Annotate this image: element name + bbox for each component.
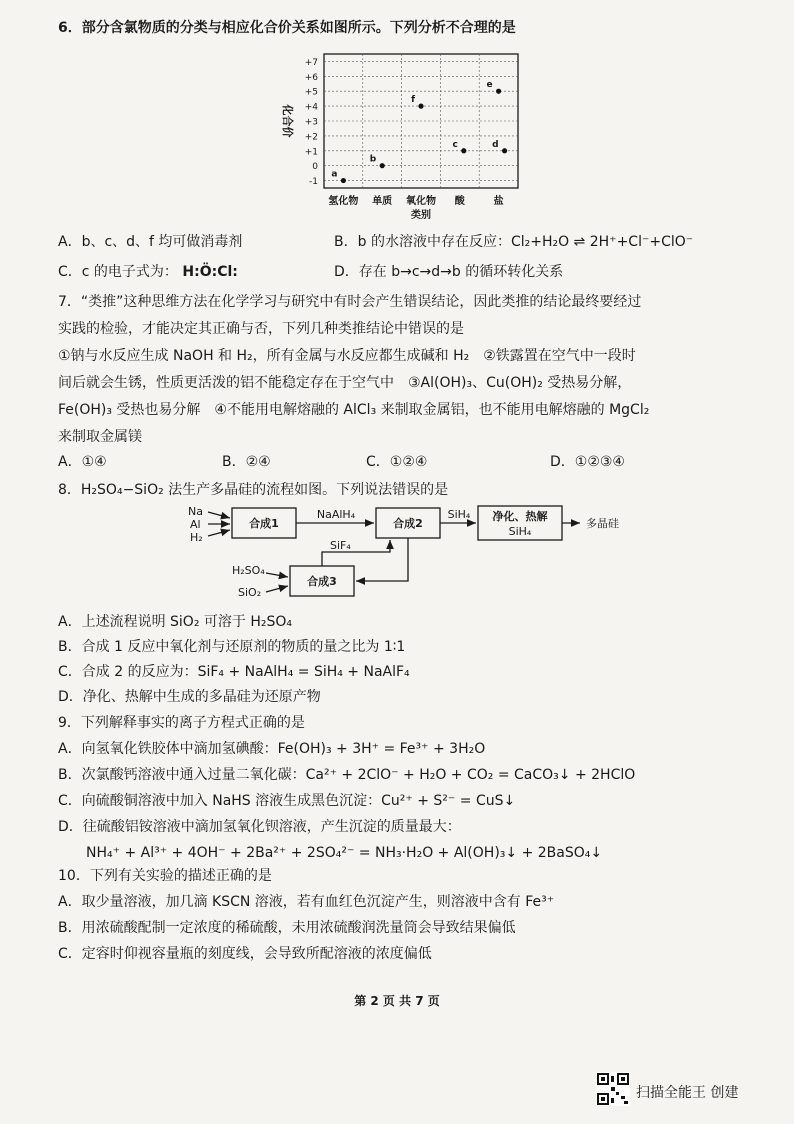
chart-y-tick-label: +7 [304,57,318,68]
q7-option-a: A．①④ [58,454,107,470]
flow-box-synthesis-3-label: 合成3 [307,575,337,588]
q6-option-c-formula: H:Ö:Cl: [182,264,238,280]
q9-option-d-equation: NH₄⁺ + Al³⁺ + 4OH⁻ + 2Ba²⁺ + 2SO₄²⁻ = NH₃·H₂O + Al(OH)₃↓ + 2BaSO₄↓ [86,845,603,861]
chart-category-label: 氢化物 [328,196,359,207]
chart-category-label: 单质 [372,196,393,207]
q9-option-d: D．往硫酸铝铵溶液中滴加氢氧化钡溶液，产生沉淀的质量最大： [58,819,461,835]
chart-point-b [380,163,385,168]
q6-option-c-text: C．c 的电子式为： [58,264,178,280]
chart-x-axis-label: 类别 [411,210,431,221]
q9-option-b: B．次氯酸钙溶液中通入过量二氧化碳：Ca²⁺ + 2ClO⁻ + H₂O + CO₂ = CaCO₃↓ + 2HClO [58,767,636,783]
chart-point-d [502,148,507,153]
chart-point-a [341,178,346,183]
chart-y-tick-label: +4 [304,102,318,113]
chart-y-tick-label: +2 [304,132,318,143]
chart-y-tick-label: +5 [304,87,318,98]
flow-product: 多晶硅 [586,517,619,530]
chart-category-label: 盐 [493,196,504,207]
scanner-watermark: 扫描全能王 创建 [636,1085,739,1101]
chart-point-label-b: b [369,154,377,165]
q7-option-d: D．①②③④ [550,454,625,470]
q7-option-c: C．①②④ [366,454,428,470]
chart-point-label-f: f [411,95,415,106]
flow-input-sio2: SiO₂ [238,586,262,599]
chart-point-label-d: d [492,139,499,150]
flow-box-synthesis-1-label: 合成1 [249,517,279,530]
chart-category-label: 酸 [454,196,465,207]
chart-y-tick-label: -1 [309,177,318,188]
flow-input-na: Na [188,505,203,518]
q6-option-c [58,262,238,282]
q7-line-6: 来制取金属镁 [58,429,142,445]
q10-stem: 10．下列有关实验的描述正确的是 [58,868,272,884]
flow-box-purify-label-1: 净化、热解 [492,510,548,523]
q9-stem: 9．下列解释事实的离子方程式正确的是 [58,715,305,731]
chart-y-tick-label: +1 [304,147,318,158]
chart-point-label-e: e [486,80,493,91]
q7-line-1: 7．“类推”这种思维方法在化学学习与研究中有时会产生错误结论，因此类推的结论最终要经过 [58,294,642,310]
qr-code-icon [596,1072,630,1106]
chart-y-axis-label: 化合价 [281,104,294,138]
q7-line-2: 实践的检验，才能决定其正确与否，下列几种类推结论中错误的是 [58,321,464,337]
q6-stem: 6．部分含氯物质的分类与相应化合价关系如图所示。下列分析不合理的是 [58,20,516,36]
flow-input-al: Al [190,518,201,531]
q7-line-4: 间后就会生锈，性质更活泼的铝不能稳定存在于空气中 ③Al(OH)₃、Cu(OH)₂ 受热易分解， [58,375,632,391]
flow-label-sif4: SiF₄ [330,539,351,552]
q7-line-5: Fe(OH)₃ 受热也易分解 ④不能用电解熔融的 AlCl₃ 来制取金属铝，也不能用电解熔融的 MgCl₂ [58,402,650,418]
chart-y-tick-label: +3 [304,117,318,128]
q10-option-c: C．定容时仰视容量瓶的刻度线，会导致所配溶液的浓度偏低 [58,946,432,962]
chart-category-label: 氧化物 [406,196,436,207]
q8-option-d: D．净化、热解中生成的多晶硅为还原产物 [58,689,321,705]
chart-point-e [496,89,501,94]
polysilicon-flow-diagram [184,502,624,606]
q6-option-a: A．b、c、d、f 均可做消毒剂 [58,234,243,250]
flow-label-sih4: SiH₄ [447,508,471,521]
q7-option-b: B．②④ [222,454,271,470]
flow-box-synthesis-2-label: 合成2 [393,517,423,530]
valence-category-chart [268,46,530,226]
chart-y-tick-label: +6 [304,72,318,83]
q6-option-d: D．存在 b→c→d→b 的循环转化关系 [334,264,564,280]
chart-point-label-a: a [331,169,338,180]
q10-option-a: A．取少量溶液，加几滴 KSCN 溶液，若有血红色沉淀产生，则溶液中含有 Fe³⁺ [58,894,555,910]
q9-option-c: C．向硫酸铜溶液中加入 NaHS 溶液生成黑色沉淀：Cu²⁺ + S²⁻ = CuS↓ [58,793,516,809]
q10-option-b: B．用浓硫酸配制一定浓度的稀硫酸，未用浓硫酸润洗量筒会导致结果偏低 [58,920,516,936]
q8-option-a: A．上述流程说明 SiO₂ 可溶于 H₂SO₄ [58,614,292,630]
chart-point-label-c: c [452,139,458,150]
chart-point-f [418,104,423,109]
flow-label-naalh4: NaAlH₄ [316,508,356,521]
q6-option-b: B．b 的水溶液中存在反应：Cl₂+H₂O ⇌ 2H⁺+Cl⁻+ClO⁻ [334,234,694,250]
chart-y-tick-label: 0 [312,162,318,173]
q9-option-a: A．向氢氧化铁胶体中滴加氢碘酸：Fe(OH)₃ + 3H⁺ = Fe³⁺ + 3H₂O [58,741,486,757]
q7-line-3: ①钠与水反应生成 NaOH 和 H₂，所有金属与水反应都生成碱和 H₂ ②铁露置在空气中一段时 [58,348,636,364]
q8-stem: 8．H₂SO₄−SiO₂ 法生产多晶硅的流程如图。下列说法错误的是 [58,482,449,498]
flow-input-h2so4: H₂SO₄ [232,564,265,577]
flow-box-purify-label-2: SiH₄ [508,525,532,538]
q8-option-c: C．合成 2 的反应为：SiF₄ + NaAlH₄ = SiH₄ + NaAlF₄ [58,664,410,680]
page-footer: 第 2 页 共 7 页 [354,994,440,1008]
q8-option-b: B．合成 1 反应中氧化剂与还原剂的物质的量之比为 1∶1 [58,639,406,655]
chart-point-c [461,148,466,153]
flow-input-h2: H₂ [190,531,203,544]
